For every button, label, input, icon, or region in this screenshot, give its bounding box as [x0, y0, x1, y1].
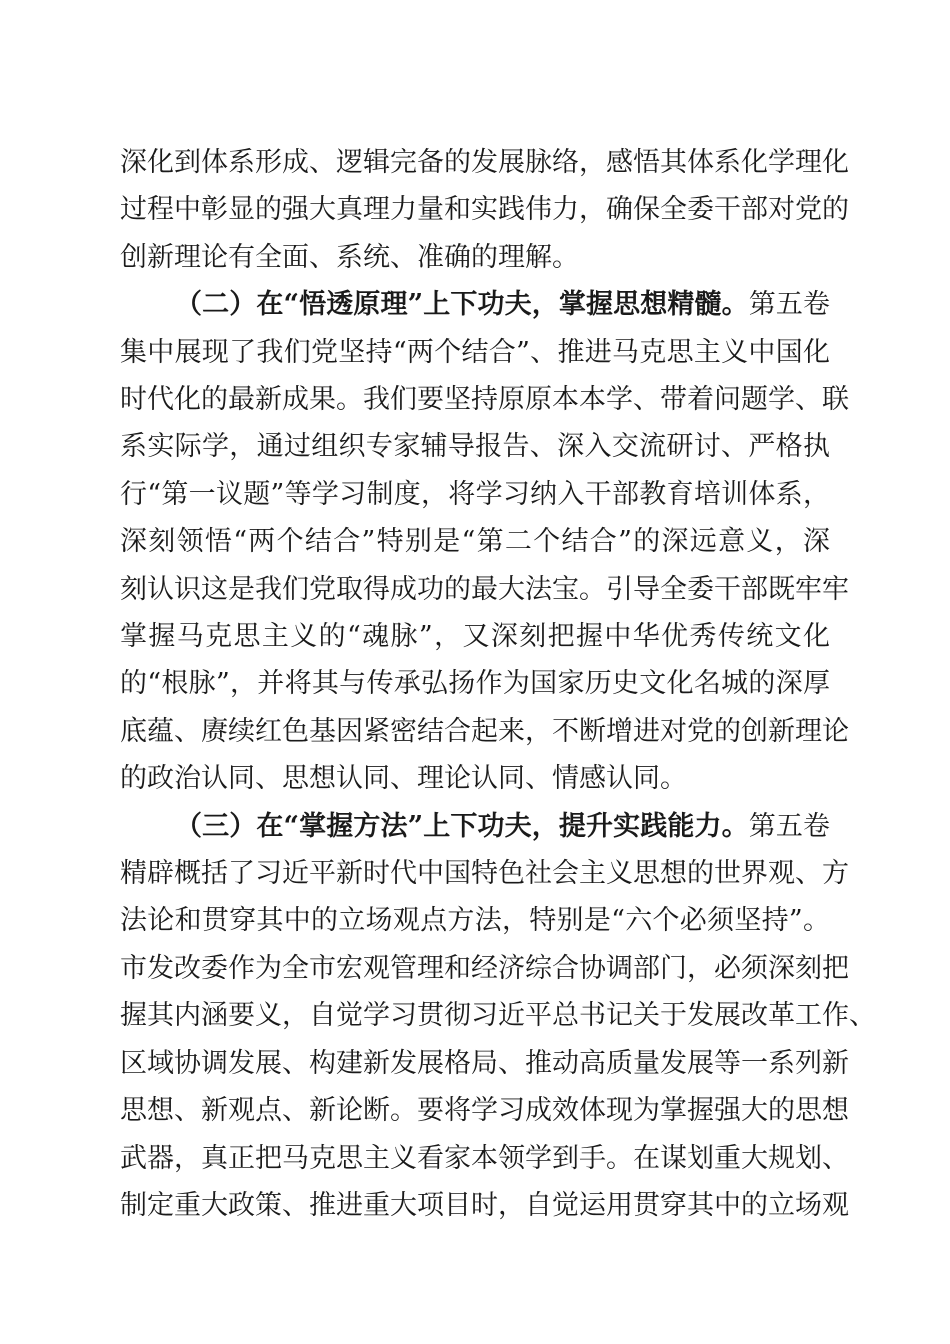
- paragraph-2-first-line: [175, 282, 830, 328]
- paragraph-2-line-11: 的政治认同、思想认同、理论认同、情感认同。: [120, 763, 687, 794]
- paragraph-3-first-line-text: 第五卷: [748, 811, 831, 842]
- paragraph-3-line-7: 思想、新观点、新论断。要将学习成效体现为掌握强大的思想: [120, 1095, 849, 1126]
- paragraph-3-line-3: 法论和贯穿其中的立场观点方法，特别是“六个必须坚持”。: [120, 905, 830, 936]
- paragraph-2-line-8: 掌握马克思主义的“魂脉”，又深刻把握中华优秀传统文化: [120, 621, 830, 652]
- paragraph-2-line-4: 系实际学，通过组织专家辅导报告、深入交流研讨、严格执: [120, 431, 830, 462]
- paragraph-3-line-6: 区域协调发展、构建新发展格局、推动高质量发展等一系列新: [120, 1048, 849, 1079]
- paragraph-2-line-9: 的“根脉”，并将其与传承弘扬作为国家历史文化名城的深厚: [120, 668, 830, 699]
- paragraph-2-line-6: 深刻领悟“两个结合”特别是“第二个结合”的深远意义，深: [120, 526, 830, 557]
- paragraph-3-first-line: [175, 804, 830, 850]
- paragraph-3-line-2: 精辟概括了习近平新时代中国特色社会主义思想的世界观、方: [120, 858, 849, 889]
- paragraph-2-first-line-text: 第五卷: [748, 289, 831, 320]
- paragraph-2-line-5: 行“第一议题”等学习制度，将学习纳入干部教育培训体系，: [120, 479, 830, 510]
- section-heading-3: （三）在“掌握方法”上下功夫，提升实践能力。: [175, 811, 749, 842]
- paragraph-3-line-8: 武器，真正把马克思主义看家本领学到手。在谋划重大规划、: [120, 1143, 849, 1174]
- paragraph-3-line-4: 市发改委作为全市宏观管理和经济综合协调部门，必须深刻把: [120, 953, 849, 984]
- paragraph-2-line-10: 底蕴、赓续红色基因紧密结合起来，不断增进对党的创新理论: [120, 716, 849, 747]
- paragraph-3-line-9: 制定重大政策、推进重大项目时，自觉运用贯穿其中的立场观: [120, 1190, 849, 1221]
- paragraph-1-line-1: 深化到体系形成、逻辑完备的发展脉络，感悟其体系化学理化: [120, 147, 849, 178]
- paragraph-2-line-7: 刻认识这是我们党取得成功的最大法宝。引导全委干部既牢牢: [120, 574, 849, 605]
- paragraph-1-line-3: 创新理论有全面、系统、准确的理解。: [120, 242, 579, 273]
- paragraph-2-line-2: 集中展现了我们党坚持“两个结合”、推进马克思主义中国化: [120, 337, 830, 368]
- paragraph-1-line-2: 过程中彰显的强大真理力量和实践伟力，确保全委干部对党的: [120, 194, 849, 225]
- paragraph-3-line-5: 握其内涵要义，自觉学习贯彻习近平总书记关于发展改革工作、: [120, 1000, 876, 1031]
- paragraph-2-line-3: 时代化的最新成果。我们要坚持原原本本学、带着问题学、联: [120, 384, 849, 415]
- section-heading-2: （二）在“悟透原理”上下功夫，掌握思想精髓。: [175, 289, 749, 320]
